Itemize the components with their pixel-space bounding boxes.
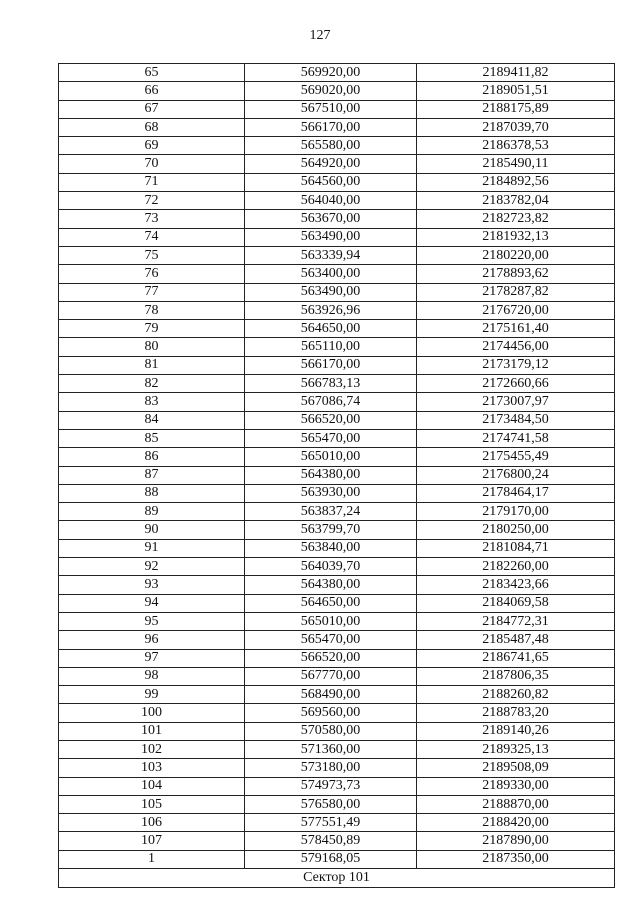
- x-coordinate-cell: 564040,00: [245, 192, 417, 210]
- y-coordinate-cell: 2178464,17: [417, 484, 615, 502]
- x-coordinate-cell: 565010,00: [245, 612, 417, 630]
- y-coordinate-cell: 2189051,51: [417, 82, 615, 100]
- point-number-cell: 86: [59, 448, 245, 466]
- y-coordinate-cell: 2174741,58: [417, 429, 615, 447]
- y-coordinate-cell: 2183423,66: [417, 576, 615, 594]
- x-coordinate-cell: 579168,05: [245, 850, 417, 868]
- table-row: [59, 740, 615, 758]
- x-coordinate-cell: 564380,00: [245, 466, 417, 484]
- x-coordinate-cell: 564650,00: [245, 320, 417, 338]
- x-coordinate-cell: 564650,00: [245, 594, 417, 612]
- y-coordinate-cell: 2181084,71: [417, 539, 615, 557]
- point-number-cell: 78: [59, 301, 245, 319]
- table-row: [59, 283, 615, 301]
- y-coordinate-cell: 2189330,00: [417, 777, 615, 795]
- x-coordinate-cell: 566783,13: [245, 375, 417, 393]
- point-number-cell: 104: [59, 777, 245, 795]
- table-row: [59, 850, 615, 868]
- table-row: [59, 64, 615, 82]
- x-coordinate-cell: 566170,00: [245, 356, 417, 374]
- page-number: 127: [309, 28, 331, 43]
- x-coordinate-cell: 565470,00: [245, 429, 417, 447]
- x-coordinate-cell: 563400,00: [245, 265, 417, 283]
- x-coordinate-cell: 567086,74: [245, 393, 417, 411]
- x-coordinate-cell: 569920,00: [245, 64, 417, 82]
- table-row: [59, 137, 615, 155]
- table-row: [59, 503, 615, 521]
- x-coordinate-cell: 567770,00: [245, 667, 417, 685]
- table-row: [59, 484, 615, 502]
- y-coordinate-cell: 2181932,13: [417, 228, 615, 246]
- coordinates-table: [58, 63, 615, 888]
- y-coordinate-cell: 2185487,48: [417, 631, 615, 649]
- point-number-cell: 72: [59, 192, 245, 210]
- table-row: [59, 704, 615, 722]
- y-coordinate-cell: 2187350,00: [417, 850, 615, 868]
- y-coordinate-cell: 2183782,04: [417, 192, 615, 210]
- table-row: [59, 155, 615, 173]
- y-coordinate-cell: 2175161,40: [417, 320, 615, 338]
- point-number-cell: 83: [59, 393, 245, 411]
- y-coordinate-cell: 2184892,56: [417, 173, 615, 191]
- table-row: [59, 631, 615, 649]
- table-row: [59, 832, 615, 850]
- table-row: [59, 338, 615, 356]
- point-number-cell: 73: [59, 210, 245, 228]
- table-row: [59, 759, 615, 777]
- point-number-cell: 80: [59, 338, 245, 356]
- table-row: [59, 100, 615, 118]
- x-coordinate-cell: 566170,00: [245, 118, 417, 136]
- table-row: [59, 521, 615, 539]
- point-number-cell: 88: [59, 484, 245, 502]
- x-coordinate-cell: 564560,00: [245, 173, 417, 191]
- point-number-cell: 71: [59, 173, 245, 191]
- point-number-cell: 105: [59, 795, 245, 813]
- x-coordinate-cell: 563490,00: [245, 228, 417, 246]
- x-coordinate-cell: 563799,70: [245, 521, 417, 539]
- sector-row: [59, 869, 615, 888]
- point-number-cell: 102: [59, 740, 245, 758]
- point-number-cell: 90: [59, 521, 245, 539]
- y-coordinate-cell: 2186378,53: [417, 137, 615, 155]
- y-coordinate-cell: 2173179,12: [417, 356, 615, 374]
- table-row: [59, 210, 615, 228]
- x-coordinate-cell: 578450,89: [245, 832, 417, 850]
- point-number-cell: 96: [59, 631, 245, 649]
- y-coordinate-cell: 2188175,89: [417, 100, 615, 118]
- x-coordinate-cell: 566520,00: [245, 411, 417, 429]
- table-row: [59, 722, 615, 740]
- x-coordinate-cell: 567510,00: [245, 100, 417, 118]
- coordinates-table-body: [59, 64, 615, 888]
- y-coordinate-cell: 2182723,82: [417, 210, 615, 228]
- table-row: [59, 301, 615, 319]
- table-row: [59, 82, 615, 100]
- point-number-cell: 81: [59, 356, 245, 374]
- x-coordinate-cell: 569560,00: [245, 704, 417, 722]
- x-coordinate-cell: 573180,00: [245, 759, 417, 777]
- y-coordinate-cell: 2187890,00: [417, 832, 615, 850]
- point-number-cell: 74: [59, 228, 245, 246]
- y-coordinate-cell: 2180250,00: [417, 521, 615, 539]
- point-number-cell: 65: [59, 64, 245, 82]
- y-coordinate-cell: 2184069,58: [417, 594, 615, 612]
- x-coordinate-cell: 563840,00: [245, 539, 417, 557]
- table-row: [59, 594, 615, 612]
- y-coordinate-cell: 2189411,82: [417, 64, 615, 82]
- y-coordinate-cell: 2182260,00: [417, 558, 615, 576]
- y-coordinate-cell: 2188420,00: [417, 814, 615, 832]
- point-number-cell: 98: [59, 667, 245, 685]
- table-row: [59, 375, 615, 393]
- x-coordinate-cell: 563837,24: [245, 503, 417, 521]
- x-coordinate-cell: 564039,70: [245, 558, 417, 576]
- point-number-cell: 101: [59, 722, 245, 740]
- point-number-cell: 68: [59, 118, 245, 136]
- x-coordinate-cell: 577551,49: [245, 814, 417, 832]
- x-coordinate-cell: 564380,00: [245, 576, 417, 594]
- table-row: [59, 192, 615, 210]
- point-number-cell: 67: [59, 100, 245, 118]
- x-coordinate-cell: 571360,00: [245, 740, 417, 758]
- sector-label: Сектор 101: [59, 869, 615, 888]
- point-number-cell: 70: [59, 155, 245, 173]
- table-row: [59, 777, 615, 795]
- x-coordinate-cell: 563490,00: [245, 283, 417, 301]
- table-row: [59, 576, 615, 594]
- y-coordinate-cell: 2185490,11: [417, 155, 615, 173]
- x-coordinate-cell: 576580,00: [245, 795, 417, 813]
- table-row: [59, 686, 615, 704]
- point-number-cell: 85: [59, 429, 245, 447]
- point-number-cell: 77: [59, 283, 245, 301]
- point-number-cell: 94: [59, 594, 245, 612]
- table-row: [59, 539, 615, 557]
- x-coordinate-cell: 574973,73: [245, 777, 417, 795]
- y-coordinate-cell: 2187039,70: [417, 118, 615, 136]
- point-number-cell: 66: [59, 82, 245, 100]
- x-coordinate-cell: 568490,00: [245, 686, 417, 704]
- table-row: [59, 173, 615, 191]
- x-coordinate-cell: 565010,00: [245, 448, 417, 466]
- y-coordinate-cell: 2178287,82: [417, 283, 615, 301]
- y-coordinate-cell: 2180220,00: [417, 246, 615, 264]
- point-number-cell: 103: [59, 759, 245, 777]
- x-coordinate-cell: 563339,94: [245, 246, 417, 264]
- point-number-cell: 92: [59, 558, 245, 576]
- y-coordinate-cell: 2188870,00: [417, 795, 615, 813]
- x-coordinate-cell: 563670,00: [245, 210, 417, 228]
- y-coordinate-cell: 2188260,82: [417, 686, 615, 704]
- y-coordinate-cell: 2178893,62: [417, 265, 615, 283]
- table-row: [59, 356, 615, 374]
- point-number-cell: 89: [59, 503, 245, 521]
- table-row: [59, 667, 615, 685]
- y-coordinate-cell: 2189325,13: [417, 740, 615, 758]
- table-row: [59, 411, 615, 429]
- point-number-cell: 91: [59, 539, 245, 557]
- y-coordinate-cell: 2176800,24: [417, 466, 615, 484]
- table-row: [59, 118, 615, 136]
- table-row: [59, 246, 615, 264]
- table-row: [59, 320, 615, 338]
- point-number-cell: 79: [59, 320, 245, 338]
- y-coordinate-cell: 2172660,66: [417, 375, 615, 393]
- table-row: [59, 228, 615, 246]
- x-coordinate-cell: 565110,00: [245, 338, 417, 356]
- table-row: [59, 429, 615, 447]
- y-coordinate-cell: 2175455,49: [417, 448, 615, 466]
- table-row: [59, 795, 615, 813]
- table-row: [59, 393, 615, 411]
- point-number-cell: 87: [59, 466, 245, 484]
- y-coordinate-cell: 2189140,26: [417, 722, 615, 740]
- point-number-cell: 95: [59, 612, 245, 630]
- point-number-cell: 84: [59, 411, 245, 429]
- y-coordinate-cell: 2179170,00: [417, 503, 615, 521]
- y-coordinate-cell: 2186741,65: [417, 649, 615, 667]
- x-coordinate-cell: 563926,96: [245, 301, 417, 319]
- point-number-cell: 93: [59, 576, 245, 594]
- point-number-cell: 100: [59, 704, 245, 722]
- point-number-cell: 99: [59, 686, 245, 704]
- x-coordinate-cell: 563930,00: [245, 484, 417, 502]
- table-row: [59, 265, 615, 283]
- y-coordinate-cell: 2189508,09: [417, 759, 615, 777]
- point-number-cell: 97: [59, 649, 245, 667]
- point-number-cell: 82: [59, 375, 245, 393]
- point-number-cell: 106: [59, 814, 245, 832]
- y-coordinate-cell: 2176720,00: [417, 301, 615, 319]
- point-number-cell: 75: [59, 246, 245, 264]
- y-coordinate-cell: 2188783,20: [417, 704, 615, 722]
- table-row: [59, 649, 615, 667]
- point-number-cell: 76: [59, 265, 245, 283]
- x-coordinate-cell: 565470,00: [245, 631, 417, 649]
- y-coordinate-cell: 2187806,35: [417, 667, 615, 685]
- table-row: [59, 466, 615, 484]
- point-number-cell: 69: [59, 137, 245, 155]
- table-row: [59, 814, 615, 832]
- x-coordinate-cell: 570580,00: [245, 722, 417, 740]
- x-coordinate-cell: 564920,00: [245, 155, 417, 173]
- x-coordinate-cell: 569020,00: [245, 82, 417, 100]
- y-coordinate-cell: 2173007,97: [417, 393, 615, 411]
- table-row: [59, 558, 615, 576]
- point-number-cell: 1: [59, 850, 245, 868]
- y-coordinate-cell: 2173484,50: [417, 411, 615, 429]
- table-row: [59, 612, 615, 630]
- x-coordinate-cell: 566520,00: [245, 649, 417, 667]
- y-coordinate-cell: 2184772,31: [417, 612, 615, 630]
- point-number-cell: 107: [59, 832, 245, 850]
- table-row: [59, 448, 615, 466]
- x-coordinate-cell: 565580,00: [245, 137, 417, 155]
- y-coordinate-cell: 2174456,00: [417, 338, 615, 356]
